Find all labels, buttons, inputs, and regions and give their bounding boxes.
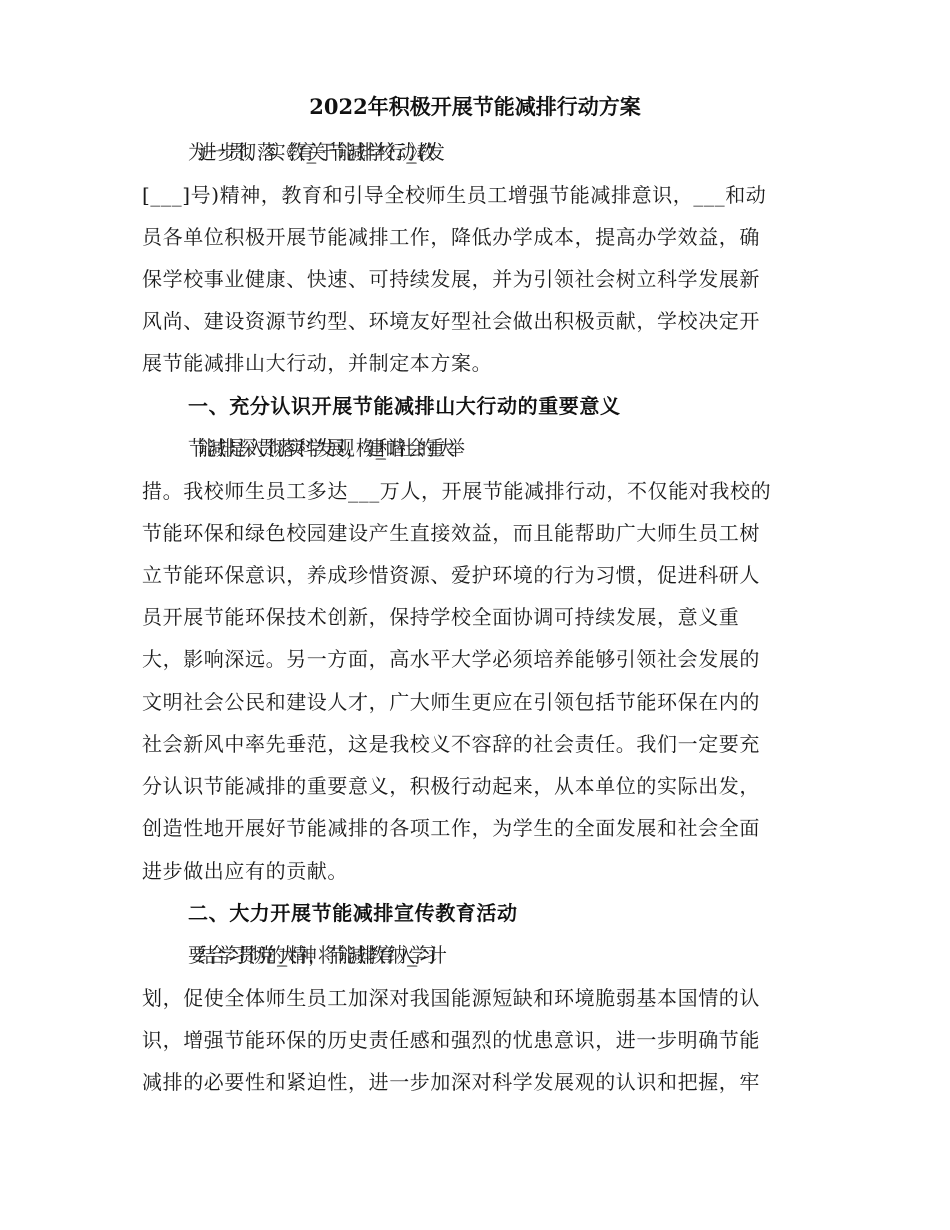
paragraph-line: 展节能减排山大行动，并制定本方案。 (142, 351, 493, 375)
paragraph-line: 节能环保和绿色校园建设产生直接效益，而且能帮助广大师生员工树 (142, 521, 760, 545)
paragraph-line: 识，增强节能环保的历史责任感和强烈的忧患意识，进一步明确节能 (142, 1028, 760, 1052)
paragraph-line: 文明社会公民和建设人才，广大师生更应在引领包括节能环保在内的 (142, 690, 760, 714)
paragraph-line: 节能减排是深入贯彻落实科学发展观，构建___和谐社会的重大举 (188, 436, 457, 460)
paragraph-line: 社会新风中率先垂范，这是我校义不容辞的社会责任。我们一定要充 (142, 732, 760, 756)
paragraph-line: 措。我校师生员工多达___万人，开展节能减排行动，不仅能对我校的 (142, 479, 772, 503)
paragraph-line: 为进一步贯彻、落实《教育__关于节能减排学校行动___》(教发 (188, 140, 437, 164)
paragraph-line: 员开展节能环保技术创新，保持学校全面协调可持续发展，意义重 (142, 605, 740, 629)
paragraph-line: 进步做出应有的贡献。 (142, 859, 348, 883)
paragraph-line: 减排的必要性和紧迫性，进一步加深对科学发展观的认识和把握，牢 (142, 1070, 760, 1094)
paragraph-line: [___]号)精神，教育和引导全校师生员工增强节能减排意识，___和动 (142, 183, 767, 207)
paragraph-line: 风尚、建设资源节约型、环境友好型社会做出积极贡献，学校决定开 (142, 309, 760, 333)
paragraph-line: 划，促使全体师生员工加深对我国能源短缺和环境脆弱基本国情的认 (142, 986, 760, 1010)
paragraph-line: 创造性地开展好节能减排的各项工作，为学生的全面发展和社会全面 (142, 816, 760, 840)
section-heading: 二、大力开展节能减排宣传教育活动 (188, 901, 518, 925)
paragraph-line: 员各单位积极开展节能减排工作，降低办学成本，提高办学效益，确 (142, 225, 760, 249)
document-title: 2022年积极开展节能减排行动方案 (309, 94, 641, 119)
paragraph-line: 立节能环保意识，养成珍惜资源、爱护环境的行为习惯，促进科研人 (142, 563, 760, 587)
paragraph-line: 分认识节能减排的重要意义，积极行动起来，从本单位的实际出发， (142, 774, 760, 798)
paragraph-line: 要结合学习贯彻党的___大精神，将节能减排教育纳入___学习计 (188, 943, 439, 967)
section-heading: 一、充分认识开展节能减排山大行动的重要意义 (188, 394, 621, 418)
paragraph-line: 保学校事业健康、快速、可持续发展，并为引领社会树立科学发展新 (142, 267, 760, 291)
paragraph-line: 大，影响深远。另一方面，高水平大学必须培养能够引领社会发展的 (142, 647, 760, 671)
